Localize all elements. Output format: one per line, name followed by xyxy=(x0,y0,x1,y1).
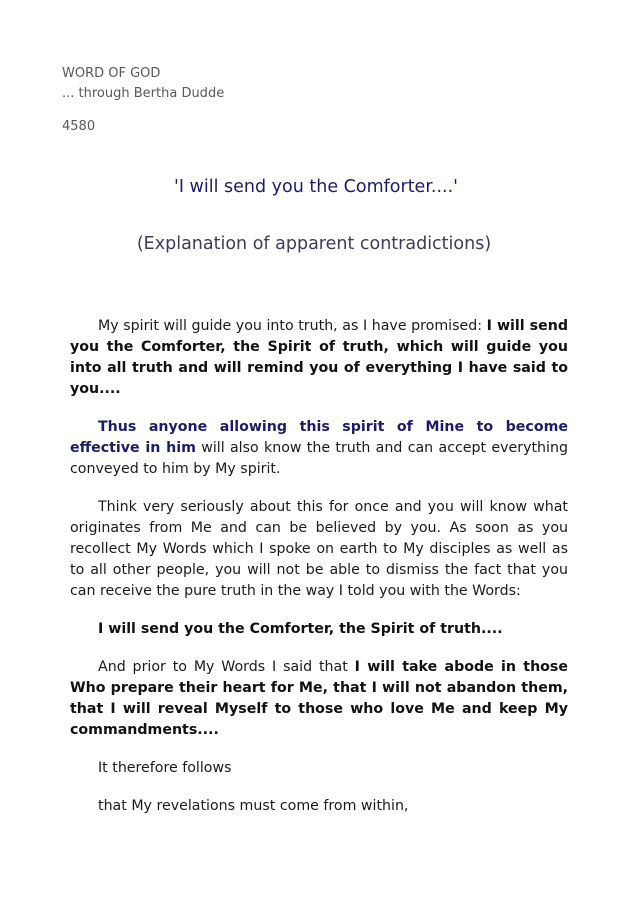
document-number: 4580 xyxy=(62,119,96,134)
paragraph-5: And prior to My Words I said that I will take abode in those Who prepare their heart for Me, that I will not abandon them, that I will reveal Myself to those who love Me and keep My commandments.... xyxy=(70,659,569,738)
paragraph-3: Think very seriously about this for once and you will know what originates from Me and can be believed by you. As soon as you recollect My Words which I spoke on earth to My disciples as well as to all other people, you will not be able to dismiss the fact that you can receive the pure truth in the way I told you with the Words: xyxy=(70,499,568,599)
emphasis-text: I will send you the Comforter, the Spirit of truth, which will guide you into all truth and will remind you of everything I have said to you.... xyxy=(70,318,568,397)
paragraph-4 xyxy=(70,619,568,640)
paragraph-2: Thus anyone allowing this spirit of Mine to become effective in him will also know the truth and can accept everything conveyed to him by My spirit. xyxy=(70,419,568,477)
header-author: ... through Bertha Dudde xyxy=(62,86,225,101)
message-subtitle: (Explanation of apparent contradictions) xyxy=(136,234,492,254)
paragraph-7: that My revelations must come from within, xyxy=(98,798,409,814)
document-header xyxy=(62,64,224,104)
header-title: WORD OF GOD xyxy=(62,66,161,81)
paragraph-6: It therefore follows xyxy=(98,760,232,776)
paragraph-1: My spirit will guide you into truth, as I have promised: I will send you the Comforter, the Spirit of truth, which will guide you into all truth and will remind you of everything I have said to you.... xyxy=(70,318,568,397)
emphasis-text: I will send you the Comforter, the Spirit of truth.... xyxy=(98,621,503,637)
message-body xyxy=(70,316,568,834)
emphasis-text: I will take abode in those Who prepare their heart for Me, that I will not abandon them, that I will reveal Myself to those who love Me and keep My commandments.... xyxy=(70,659,569,738)
message-title: 'I will send you the Comforter....' xyxy=(174,177,458,197)
emphasis-text: Thus anyone allowing this spirit of Mine to become effective in him xyxy=(70,419,568,456)
